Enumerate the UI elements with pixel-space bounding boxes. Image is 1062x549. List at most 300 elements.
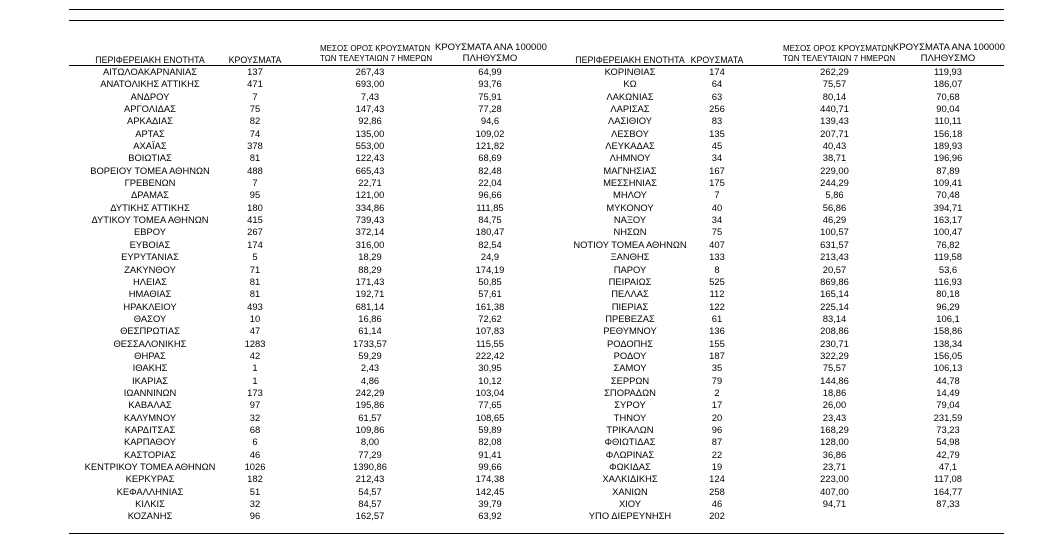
- right-avg-cell: 322,29: [820, 349, 849, 361]
- left-avg-cell: 212,43: [355, 473, 385, 485]
- right-cases-cell: 8: [714, 263, 720, 275]
- right-region-cell: ΧΙΟΥ: [618, 498, 642, 510]
- right-cases-cell: 135: [709, 127, 725, 139]
- left-per100k-cell: 103,04: [475, 386, 505, 398]
- right-cases-cell: 175: [709, 177, 725, 189]
- left-cases-cell: 1283: [244, 337, 266, 349]
- left-avg-cell: 372,14: [355, 226, 385, 238]
- table-row: [0, 78, 1062, 90]
- left-per100k-cell: 84,75: [478, 214, 502, 226]
- left-region-cell: ΘΕΣΣΑΛΟΝΙΚΗΣ: [113, 337, 187, 349]
- left-per100k-cell: 72,62: [478, 312, 502, 324]
- right-avg-cell: 869,86: [820, 275, 849, 287]
- header-region-left: ΠΕΡΙΦΕΡΕΙΑΚΗ ΕΝΟΤΗΤΑ: [95, 55, 205, 65]
- left-cases-cell: 174: [247, 238, 263, 250]
- left-cases-cell: 82: [249, 115, 261, 127]
- left-avg-cell: 1390,86: [353, 461, 387, 472]
- left-avg-cell: 147,43: [355, 103, 385, 115]
- right-avg-cell: 40,43: [822, 140, 847, 152]
- right-avg-cell: 100,57: [820, 226, 849, 238]
- right-cases-cell: 20: [711, 411, 723, 423]
- left-avg-cell: 1733,57: [353, 337, 387, 349]
- right-per100k-cell: 196,96: [933, 152, 963, 164]
- table-row: [0, 128, 1062, 140]
- right-region-cell: ΧΑΝΙΩΝ: [612, 485, 648, 497]
- left-cases-cell: 182: [247, 473, 263, 485]
- right-per100k-cell: 156,18: [933, 127, 963, 139]
- left-cases-cell: 68: [249, 423, 261, 435]
- right-cases-cell: 155: [709, 337, 725, 349]
- table-row: [0, 325, 1062, 337]
- right-per100k-cell: 106,1: [936, 312, 960, 324]
- right-per100k-cell: 100,47: [933, 226, 963, 238]
- left-per100k-cell: 64,99: [478, 66, 502, 77]
- left-cases-cell: 1026: [244, 461, 266, 472]
- right-region-cell: ΡΕΘΥΜΝΟΥ: [603, 325, 657, 337]
- left-cases-cell: 75: [249, 103, 261, 115]
- right-cases-cell: 136: [709, 325, 725, 337]
- left-per100k-cell: 57,61: [478, 288, 502, 300]
- table-row: [0, 338, 1062, 350]
- table-row: [0, 202, 1062, 214]
- left-region-cell: ΚΑΡΔΙΤΣΑΣ: [124, 423, 176, 435]
- left-cases-cell: 488: [247, 164, 263, 176]
- right-cases-cell: 187: [709, 349, 725, 361]
- right-cases-cell: 256: [709, 103, 725, 115]
- left-region-cell: ΕΥΒΟΙΑΣ: [129, 238, 171, 250]
- right-cases-cell: 61: [711, 312, 723, 324]
- left-avg-cell: 88,29: [358, 263, 382, 275]
- left-avg-cell: 267,43: [355, 66, 385, 77]
- right-cases-cell: 525: [709, 275, 725, 287]
- table-row: [0, 239, 1062, 251]
- table-row: [0, 251, 1062, 263]
- right-avg-cell: 230,71: [820, 337, 849, 349]
- left-cases-cell: 180: [247, 201, 263, 213]
- right-avg-cell: 213,43: [820, 251, 849, 263]
- right-avg-cell: 440,71: [820, 103, 849, 115]
- left-cases-cell: 5: [252, 251, 258, 263]
- right-region-cell: ΡΟΔΟΥ: [613, 349, 647, 361]
- right-per100k-cell: 44,78: [936, 374, 960, 386]
- left-avg-cell: 553,00: [355, 140, 385, 152]
- right-cases-cell: 96: [711, 423, 723, 435]
- left-region-cell: ΑΝΔΡΟΥ: [130, 90, 170, 102]
- right-region-cell: ΠΕΙΡΑΙΩΣ: [608, 275, 652, 287]
- right-region-cell: ΠΡΕΒΕΖΑΣ: [605, 312, 655, 324]
- right-avg-cell: 38,71: [822, 152, 847, 164]
- right-avg-cell: 244,29: [820, 177, 849, 189]
- right-avg-cell: 225,14: [820, 300, 849, 312]
- table-row: [0, 436, 1062, 448]
- table-row: [0, 140, 1062, 152]
- left-region-cell: ΘΕΣΠΡΩΤΙΑΣ: [120, 325, 180, 337]
- right-per100k-cell: 70,48: [936, 189, 960, 201]
- left-per100k-cell: 82,54: [478, 238, 502, 250]
- left-per100k-cell: 24,9: [480, 251, 500, 263]
- right-per100k-cell: 119,58: [934, 251, 962, 263]
- left-per100k-cell: 22,04: [478, 177, 502, 189]
- right-avg-cell: 75,57: [822, 362, 847, 374]
- left-avg-cell: 61,14: [358, 325, 382, 337]
- left-region-cell: ΔΥΤΙΚΟΥ ΤΟΜΕΑ ΑΘΗΝΩΝ: [91, 214, 209, 226]
- left-avg-cell: 84,57: [358, 498, 382, 510]
- left-region-cell: ΑΝΑΤΟΛΙΚΗΣ ΑΤΤΙΚΗΣ: [100, 78, 200, 90]
- left-cases-cell: 74: [249, 127, 261, 139]
- right-avg-cell: 46,29: [822, 214, 847, 226]
- left-avg-cell: 122,43: [355, 152, 385, 164]
- table-row: [0, 66, 1062, 78]
- right-cases-cell: 22: [711, 448, 723, 460]
- left-avg-cell: 135,00: [355, 127, 385, 139]
- right-avg-cell: 20,57: [822, 263, 847, 275]
- table-row: [0, 115, 1062, 127]
- right-per100k-cell: 109,41: [933, 177, 963, 189]
- table-row: [0, 399, 1062, 411]
- right-cases-cell: 167: [709, 164, 725, 176]
- right-avg-cell: 18,86: [822, 386, 847, 398]
- left-per100k-cell: 10,12: [478, 374, 502, 386]
- right-region-cell: ΚΩ: [623, 78, 637, 90]
- table-row: [0, 189, 1062, 201]
- left-region-cell: ΑΧΑΪΑΣ: [133, 140, 167, 152]
- right-cases-cell: 75: [711, 226, 723, 238]
- left-avg-cell: 77,29: [358, 448, 382, 460]
- right-per100k-cell: 158,86: [933, 325, 963, 337]
- left-cases-cell: 71: [249, 263, 261, 275]
- right-per100k-cell: 156,05: [933, 349, 963, 361]
- right-avg-cell: 23,71: [822, 461, 847, 472]
- table-row: [0, 264, 1062, 276]
- right-per100k-cell: 164,77: [933, 485, 963, 497]
- left-region-cell: ΒΟΡΕΙΟΥ ΤΟΜΕΑ ΑΘΗΝΩΝ: [90, 164, 210, 176]
- table-row: [0, 177, 1062, 189]
- right-cases-cell: 2: [714, 386, 720, 398]
- table-row: [0, 486, 1062, 498]
- right-cases-cell: 46: [711, 498, 723, 510]
- right-region-cell: ΤΗΝΟΥ: [613, 411, 647, 423]
- right-avg-cell: 407,00: [820, 485, 849, 497]
- right-region-cell: ΜΕΣΣΗΝΙΑΣ: [603, 177, 657, 189]
- left-per100k-cell: 111,85: [476, 201, 504, 213]
- right-cases-cell: 45: [711, 140, 723, 152]
- left-region-cell: ΚΕΡΚΥΡΑΣ: [125, 473, 175, 485]
- left-region-cell: ΚΑΡΠΑΘΟΥ: [123, 436, 177, 448]
- left-region-cell: ΚΕΦΑΛΛΗΝΙΑΣ: [116, 485, 184, 497]
- left-region-cell: ΙΚΑΡΙΑΣ: [131, 374, 169, 386]
- right-per100k-cell: 76,82: [936, 238, 960, 250]
- left-per100k-cell: 75,91: [478, 90, 502, 102]
- left-avg-cell: 195,86: [355, 399, 385, 411]
- right-cases-cell: 19: [711, 461, 723, 472]
- left-region-cell: ΗΛΕΙΑΣ: [133, 275, 167, 287]
- left-avg-cell: 334,86: [355, 201, 385, 213]
- right-cases-cell: 35: [711, 362, 723, 374]
- right-region-cell: ΜΥΚΟΝΟΥ: [606, 201, 654, 213]
- right-cases-cell: 202: [709, 510, 725, 522]
- left-cases-cell: 46: [249, 448, 261, 460]
- left-region-cell: ΘΑΣΟΥ: [133, 312, 167, 324]
- table-row: [0, 498, 1062, 510]
- table-row: [0, 276, 1062, 288]
- left-cases-cell: 47: [249, 325, 261, 337]
- left-cases-cell: 42: [249, 349, 261, 361]
- left-cases-cell: 137: [247, 66, 263, 77]
- left-per100k-cell: 142,45: [475, 485, 505, 497]
- right-region-cell: ΡΟΔΟΠΗΣ: [606, 337, 654, 349]
- header-avg-left: ΜΕΣΟΣ ΟΡΟΣ ΚΡΟΥΣΜΑΤΩΝ ΤΩΝ ΤΕΛΕΥΤΑΙΩΝ 7 ΗΜΕΡΩΝ: [320, 44, 433, 63]
- left-per100k-cell: 77,28: [478, 103, 502, 115]
- right-per100k-cell: 106,13: [933, 362, 963, 374]
- left-cases-cell: 415: [247, 214, 263, 226]
- left-cases-cell: 267: [247, 226, 263, 238]
- left-region-cell: ΚΑΣΤΟΡΙΑΣ: [123, 448, 177, 460]
- header-cases-right: ΚΡΟΥΣΜΑΤΑ: [690, 55, 744, 65]
- header-per100k-right: ΚΡΟΥΣΜΑΤΑ ΑΝΑ 100000 ΠΛΗΘΥΣΜΟ: [893, 42, 1005, 64]
- left-per100k-cell: 115,55: [476, 337, 504, 349]
- left-avg-cell: 739,43: [355, 214, 385, 226]
- left-avg-cell: 59,29: [358, 349, 382, 361]
- table-row: [0, 226, 1062, 238]
- right-region-cell: ΛΑΡΙΣΑΣ: [610, 103, 650, 115]
- right-per100k-cell: 54,98: [936, 436, 960, 448]
- left-per100k-cell: 30,95: [478, 362, 502, 374]
- right-per100k-cell: 87,33: [936, 498, 960, 510]
- left-avg-cell: 665,43: [355, 164, 385, 176]
- left-avg-cell: 2,43: [360, 362, 380, 374]
- left-avg-cell: 121,00: [355, 189, 385, 201]
- left-region-cell: ΚΑΛΥΜΝΟΥ: [123, 411, 177, 423]
- right-region-cell: ΠΑΡΟΥ: [613, 263, 647, 275]
- left-avg-cell: 171,43: [355, 275, 385, 287]
- left-cases-cell: 1: [252, 374, 258, 386]
- header-cases-left: ΚΡΟΥΣΜΑΤΑ: [228, 55, 282, 65]
- data-table: [0, 66, 1062, 523]
- right-per100k-cell: 116,93: [934, 275, 962, 287]
- right-per100k-cell: 394,71: [933, 201, 963, 213]
- left-region-cell: ΑΡΤΑΣ: [135, 127, 165, 139]
- right-cases-cell: 83: [711, 115, 723, 127]
- right-region-cell: ΛΑΚΩΝΙΑΣ: [606, 90, 654, 102]
- left-per100k-cell: 96,66: [478, 189, 502, 201]
- bottom-rule: [69, 533, 1004, 534]
- left-cases-cell: 10: [249, 312, 261, 324]
- right-region-cell: ΠΕΛΛΑΣ: [611, 288, 649, 300]
- right-cases-cell: 87: [711, 436, 723, 448]
- right-cases-cell: 124: [709, 473, 725, 485]
- right-avg-cell: 23,43: [822, 411, 847, 423]
- left-avg-cell: 61,57: [358, 411, 382, 423]
- left-cases-cell: 32: [249, 411, 261, 423]
- right-per100k-cell: 90,04: [936, 103, 960, 115]
- right-region-cell: ΛΑΣΙΘΙΟΥ: [607, 115, 653, 127]
- right-region-cell: ΧΑΛΚΙΔΙΚΗΣ: [602, 473, 658, 485]
- left-region-cell: ΚΕΝΤΡΙΚΟΥ ΤΟΜΕΑ ΑΘΗΝΩΝ: [84, 461, 216, 472]
- left-avg-cell: 54,57: [358, 485, 382, 497]
- table-row: [0, 473, 1062, 485]
- table-row: [0, 152, 1062, 164]
- left-region-cell: ΔΡΑΜΑΣ: [131, 189, 169, 201]
- right-region-cell: ΛΕΣΒΟΥ: [611, 127, 649, 139]
- left-region-cell: ΖΑΚΥΝΘΟΥ: [124, 263, 176, 275]
- left-avg-cell: 109,86: [355, 423, 385, 435]
- left-avg-cell: 192,71: [355, 288, 385, 300]
- right-per100k-cell: 186,07: [933, 78, 963, 90]
- right-per100k-cell: 117,08: [934, 473, 962, 485]
- left-per100k-cell: 63,92: [478, 510, 502, 522]
- right-cases-cell: 112: [709, 288, 725, 300]
- right-cases-cell: 79: [711, 374, 723, 386]
- right-avg-cell: 139,43: [820, 115, 849, 127]
- left-cases-cell: 1: [252, 362, 258, 374]
- left-per100k-cell: 121,82: [475, 140, 505, 152]
- left-per100k-cell: 59,89: [478, 423, 502, 435]
- right-per100k-cell: 14,49: [936, 386, 960, 398]
- right-avg-cell: 168,29: [820, 423, 849, 435]
- right-avg-cell: 208,86: [820, 325, 849, 337]
- left-cases-cell: 97: [249, 399, 261, 411]
- left-per100k-cell: 108,65: [475, 411, 505, 423]
- right-cases-cell: 258: [709, 485, 725, 497]
- table-row: [0, 449, 1062, 461]
- table-row: [0, 103, 1062, 115]
- right-region-cell: ΦΩΚΙΔΑΣ: [609, 461, 651, 472]
- right-per100k-cell: 73,23: [936, 423, 960, 435]
- left-region-cell: ΙΩΑΝΝΙΝΩΝ: [123, 386, 177, 398]
- right-region-cell: ΛΗΜΝΟΥ: [609, 152, 651, 164]
- right-per100k-cell: 87,89: [936, 164, 960, 176]
- left-cases-cell: 95: [249, 189, 261, 201]
- table-row: [0, 461, 1062, 473]
- right-avg-cell: 56,86: [822, 201, 847, 213]
- table-row: [0, 313, 1062, 325]
- right-region-cell: ΥΠΟ ΔΙΕΡΕΥΝΗΣΗ: [588, 510, 672, 522]
- right-region-cell: ΞΑΝΘΗΣ: [610, 251, 650, 263]
- right-region-cell: ΚΟΡΙΝΘΙΑΣ: [604, 66, 656, 77]
- right-avg-cell: 83,14: [822, 312, 847, 324]
- right-region-cell: ΣΕΡΡΩΝ: [610, 374, 650, 386]
- left-per100k-cell: 91,41: [478, 448, 502, 460]
- left-cases-cell: 81: [249, 288, 261, 300]
- left-avg-cell: 316,00: [355, 238, 385, 250]
- right-avg-cell: 80,14: [822, 90, 847, 102]
- table-row: [0, 214, 1062, 226]
- right-per100k-cell: 96,29: [936, 300, 960, 312]
- right-per100k-cell: 163,17: [933, 214, 963, 226]
- left-cases-cell: 51: [249, 485, 261, 497]
- right-cases-cell: 7: [714, 189, 720, 201]
- right-per100k-cell: 80,18: [936, 288, 960, 300]
- right-per100k-cell: 110,11: [934, 115, 962, 127]
- right-avg-cell: 631,57: [820, 238, 849, 250]
- right-avg-cell: 165,14: [820, 288, 849, 300]
- left-region-cell: ΑΡΓΟΛΙΔΑΣ: [124, 103, 176, 115]
- left-per100k-cell: 174,38: [475, 473, 505, 485]
- table-row: [0, 412, 1062, 424]
- right-cases-cell: 40: [711, 201, 723, 213]
- left-avg-cell: 18,29: [358, 251, 382, 263]
- right-region-cell: ΦΘΙΩΤΙΔΑΣ: [604, 436, 656, 448]
- left-per100k-cell: 161,38: [475, 300, 505, 312]
- left-per100k-cell: 107,83: [475, 325, 505, 337]
- top-rule-1: [69, 9, 1004, 10]
- left-cases-cell: 7: [252, 90, 258, 102]
- right-avg-cell: 75,57: [822, 78, 847, 90]
- left-per100k-cell: 50,85: [478, 275, 502, 287]
- header-per100k-left: ΚΡΟΥΣΜΑΤΑ ΑΝΑ 100000 ΠΛΗΘΥΣΜΟ: [435, 42, 547, 64]
- left-avg-cell: 16,86: [358, 312, 382, 324]
- table-row: [0, 165, 1062, 177]
- left-avg-cell: 681,14: [355, 300, 385, 312]
- table-row: [0, 510, 1062, 522]
- header-avg-right: ΜΕΣΟΣ ΟΡΟΣ ΚΡΟΥΣΜΑΤΩΝ ΤΩΝ ΤΕΛΕΥΤΑΙΩΝ 7 ΗΜΕΡΩΝ: [783, 44, 896, 63]
- right-region-cell: ΦΛΩΡΙΝΑΣ: [605, 448, 655, 460]
- left-region-cell: ΒΟΙΩΤΙΑΣ: [128, 152, 172, 164]
- right-cases-cell: 64: [711, 78, 723, 90]
- right-cases-cell: 133: [709, 251, 725, 263]
- table-row: [0, 424, 1062, 436]
- right-region-cell: ΣΠΟΡΑΔΩΝ: [604, 386, 656, 398]
- right-avg-cell: 207,71: [820, 127, 849, 139]
- right-avg-cell: 94,71: [822, 498, 847, 510]
- left-avg-cell: 8,00: [360, 436, 380, 448]
- right-region-cell: ΣΥΡΟΥ: [614, 399, 646, 411]
- right-avg-cell: 262,29: [820, 66, 849, 77]
- right-cases-cell: 63: [711, 90, 723, 102]
- left-cases-cell: 96: [249, 510, 261, 522]
- left-cases-cell: 81: [249, 152, 261, 164]
- left-cases-cell: 7: [252, 177, 258, 189]
- left-avg-cell: 7,43: [360, 90, 380, 102]
- right-per100k-cell: 189,93: [933, 140, 963, 152]
- left-per100k-cell: 77,65: [478, 399, 502, 411]
- left-cases-cell: 32: [249, 498, 261, 510]
- left-cases-cell: 471: [247, 78, 263, 90]
- left-per100k-cell: 93,76: [478, 78, 502, 90]
- left-per100k-cell: 82,48: [478, 164, 502, 176]
- right-cases-cell: 34: [711, 152, 723, 164]
- right-per100k-cell: 119,93: [934, 66, 962, 77]
- left-per100k-cell: 68,69: [478, 152, 502, 164]
- right-region-cell: ΛΕΥΚΑΔΑΣ: [605, 140, 655, 152]
- left-per100k-cell: 94,6: [480, 115, 500, 127]
- right-region-cell: ΝΟΤΙΟΥ ΤΟΜΕΑ ΑΘΗΝΩΝ: [573, 238, 687, 250]
- right-region-cell: ΤΡΙΚΑΛΩΝ: [606, 423, 654, 435]
- right-avg-cell: 128,00: [820, 436, 849, 448]
- left-region-cell: ΓΡΕΒΕΝΩΝ: [124, 177, 176, 189]
- right-avg-cell: 144,86: [820, 374, 849, 386]
- right-cases-cell: 122: [709, 300, 725, 312]
- left-avg-cell: 162,57: [355, 510, 385, 522]
- right-avg-cell: 26,00: [822, 399, 847, 411]
- table-row: [0, 350, 1062, 362]
- left-per100k-cell: 82,08: [478, 436, 502, 448]
- right-region-cell: ΣΑΜΟΥ: [613, 362, 647, 374]
- right-region-cell: ΝΗΣΩΝ: [613, 226, 647, 238]
- right-per100k-cell: 79,04: [936, 399, 960, 411]
- left-avg-cell: 4,86: [360, 374, 380, 386]
- left-region-cell: ΕΒΡΟΥ: [133, 226, 166, 238]
- left-per100k-cell: 99,66: [478, 461, 502, 472]
- right-avg-cell: 36,86: [822, 448, 847, 460]
- table-row: [0, 301, 1062, 313]
- right-avg-cell: 223,00: [820, 473, 849, 485]
- right-region-cell: ΜΑΓΝΗΣΙΑΣ: [603, 164, 657, 176]
- left-per100k-cell: 39,79: [478, 498, 502, 510]
- left-region-cell: ΚΟΖΑΝΗΣ: [127, 510, 173, 522]
- left-cases-cell: 81: [249, 275, 261, 287]
- left-cases-cell: 493: [247, 300, 263, 312]
